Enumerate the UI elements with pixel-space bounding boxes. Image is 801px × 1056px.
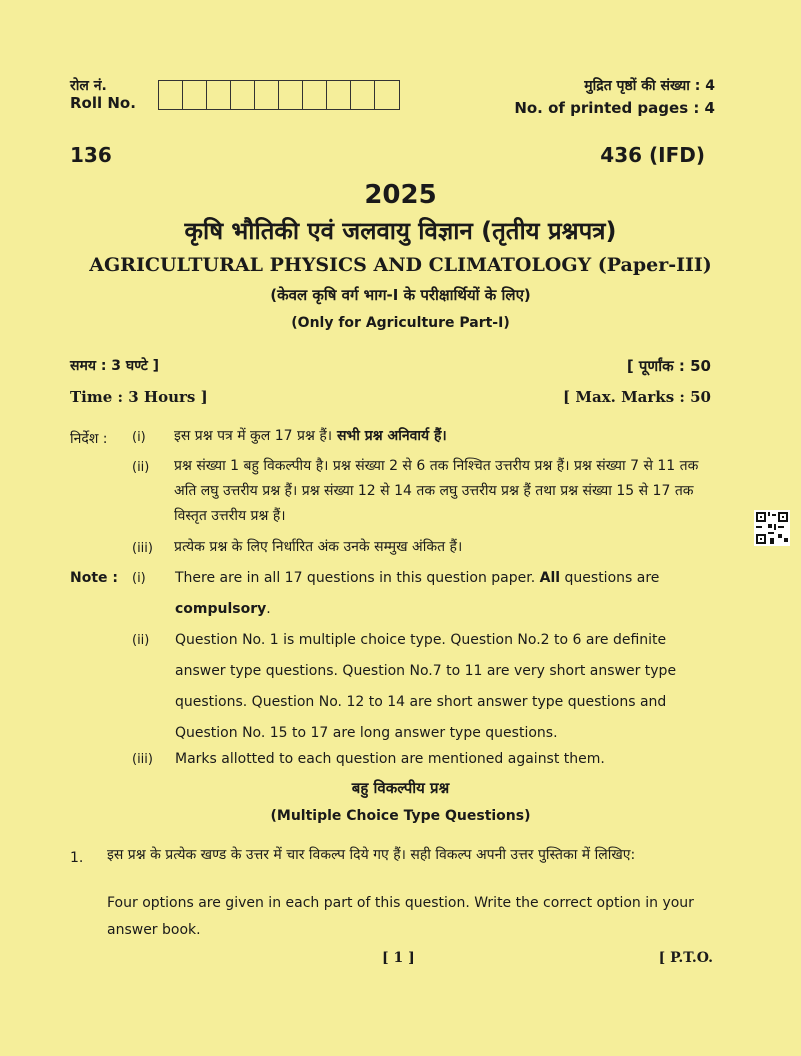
question-text-hindi: इस प्रश्न के प्रत्येक खण्ड के उत्तर में चार विकल्प दिये गए हैं। सही विकल्प अपनी उत्तर पुस्तिका में लिखिए: [107, 847, 636, 863]
note-number: (iii) [132, 752, 153, 767]
instruction-number: (ii) [132, 460, 150, 475]
subject-title-hindi: कृषि भौतिकी एवं जलवायु विज्ञान (तृतीय प्रश्नपत्र) [184, 217, 617, 245]
note-text: There are in all 17 questions in this question paper. All questions are compulsory. [175, 570, 660, 617]
note-text: Marks allotted to each question are mentioned against them. [175, 751, 605, 767]
time: Time : 3 Hours ] [70, 388, 208, 406]
note-number: (ii) [132, 633, 150, 648]
roll-number-boxes [158, 80, 400, 110]
paper-code-left: 136 [70, 143, 112, 167]
instructions-label-hindi: निर्देश : [70, 431, 108, 447]
instruction-text: प्रत्येक प्रश्न के लिए निर्धारित अंक उनके सम्मुख अंकित हैं। [174, 539, 463, 555]
exam-year: 2025 [364, 180, 437, 210]
roll-number-label-hindi: रोल नं. [70, 78, 107, 94]
audience-hindi: (केवल कृषि वर्ग भाग-I के परीक्षार्थियों के लिए) [270, 286, 531, 304]
max-marks-hindi: [ पूर्णांक : 50 [626, 357, 711, 375]
qr-code [754, 510, 790, 546]
pto-label: [ P.T.O. [658, 950, 713, 966]
note-text: Question No. 1 is multiple choice type. Question No.2 to 6 are definite answer type questions. Question No.7 to 11 are very short answer type questions. Question No. 12 to 14 are short answer type questions and Question No. 15 to 17 are long answer type questions. [175, 632, 677, 741]
printed-pages: No. of printed pages : 4 [514, 99, 715, 117]
instruction-number: (i) [132, 430, 146, 445]
question-text: Four options are given in each part of this question. Write the correct option in your answer book. [107, 895, 694, 938]
audience: (Only for Agriculture Part-I) [291, 315, 510, 331]
instruction-text: इस प्रश्न पत्र में कुल 17 प्रश्न हैं। सभी प्रश्न अनिवार्य हैं। [174, 428, 447, 444]
instruction-number: (iii) [132, 541, 153, 556]
printed-pages-hindi: मुद्रित पृष्ठों की संख्या : 4 [584, 78, 715, 94]
note-label: Note : [70, 570, 118, 586]
note-number: (i) [132, 571, 146, 586]
section-heading: (Multiple Choice Type Questions) [270, 808, 531, 824]
section-heading-hindi: बहु विकल्पीय प्रश्न [351, 779, 450, 797]
page-number: [ 1 ] [382, 950, 415, 966]
time-hindi: समय : 3 घण्टे ] [70, 358, 160, 374]
subject-title: AGRICULTURAL PHYSICS AND CLIMATOLOGY (Paper-III) [89, 254, 712, 276]
question-number: 1. [70, 850, 84, 866]
paper-code-right: 436 (IFD) [600, 143, 705, 167]
instruction-text: प्रश्न संख्या 1 बहु विकल्पीय है। प्रश्न संख्या 2 से 6 तक निश्चित उत्तरीय प्रश्न हैं। प्रश्न संख्या 7 से 11 तक अति लघु उत्तरीय प्रश्न हैं। प्रश्न संख्या 12 से 14 तक लघु उत्तरीय प्रश्न हैं तथा प्रश्न संख्या 15 से 17 तक विस्तृत उत्तरीय प्रश्न हैं। [174, 458, 699, 524]
max-marks: [ Max. Marks : 50 [563, 388, 711, 406]
roll-number-label: Roll No. [70, 94, 136, 112]
